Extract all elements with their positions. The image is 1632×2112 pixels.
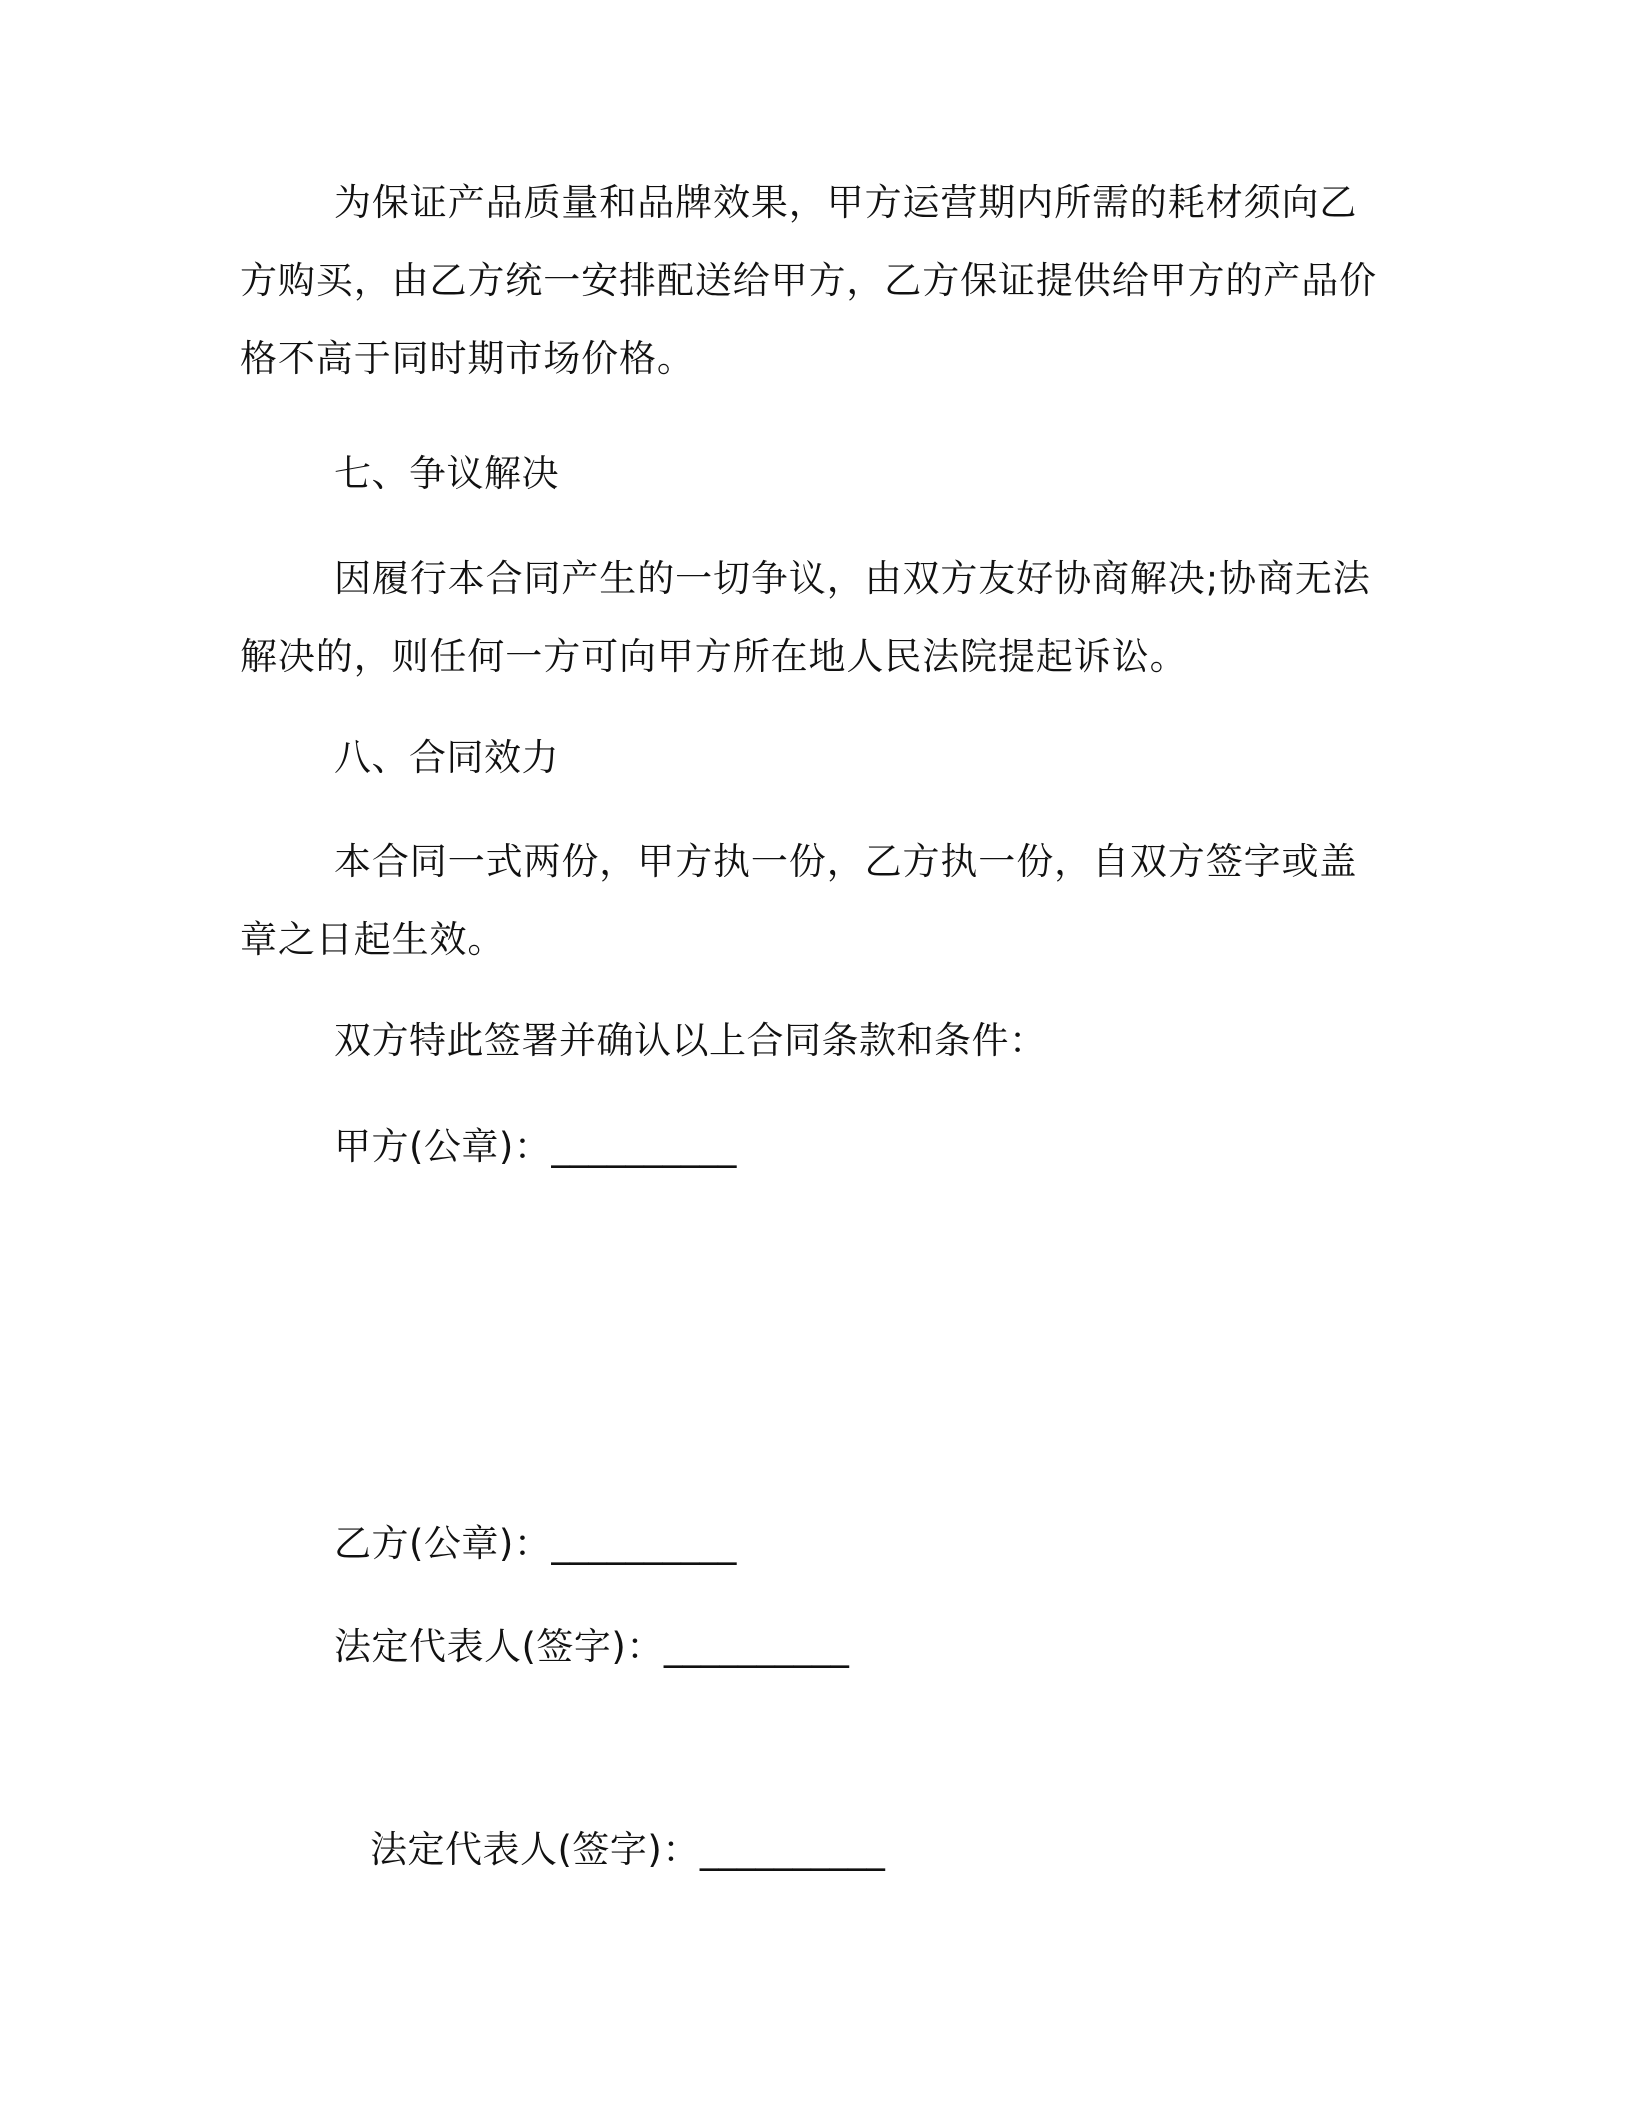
legal-rep-signature-line-1	[334, 1625, 849, 1669]
party-b-blank: __________	[551, 1522, 737, 1565]
confirmation-statement: 双方特此签署并确认以上合同条款和条件：	[334, 1019, 1047, 1062]
party-b-signature-line	[334, 1522, 736, 1566]
party-a-blank: __________	[551, 1125, 737, 1168]
legal-rep-blank-1: __________	[663, 1625, 849, 1668]
paragraph-consumables: 为保证产品质量和品牌效果，甲方运营期内所需的耗材须向乙方购买，由乙方统一安排配送给甲方，乙方保证提供给甲方的产品价格不高于同时期市场价格。	[240, 181, 1377, 380]
legal-rep-label-2: 法定代表人(签字)：	[370, 1828, 700, 1871]
party-a-label: 甲方(公章)：	[334, 1125, 552, 1168]
heading-section-8: 八、合同效力	[334, 736, 559, 779]
legal-rep-label-1: 法定代表人(签字)：	[334, 1625, 664, 1668]
heading-section-7: 七、争议解决	[334, 452, 559, 495]
legal-rep-signature-line-2	[370, 1828, 885, 1872]
paragraph-validity: 本合同一式两份，甲方执一份，乙方执一份，自双方签字或盖章之日起生效。	[240, 840, 1358, 961]
party-b-label: 乙方(公章)：	[334, 1522, 552, 1565]
party-a-signature-line	[334, 1125, 736, 1169]
paragraph-dispute: 因履行本合同产生的一切争议，由双方友好协商解决;协商无法解决的，则任何一方可向甲方所在地人民法院提起诉讼。	[240, 557, 1371, 678]
legal-rep-blank-2: __________	[699, 1828, 885, 1871]
